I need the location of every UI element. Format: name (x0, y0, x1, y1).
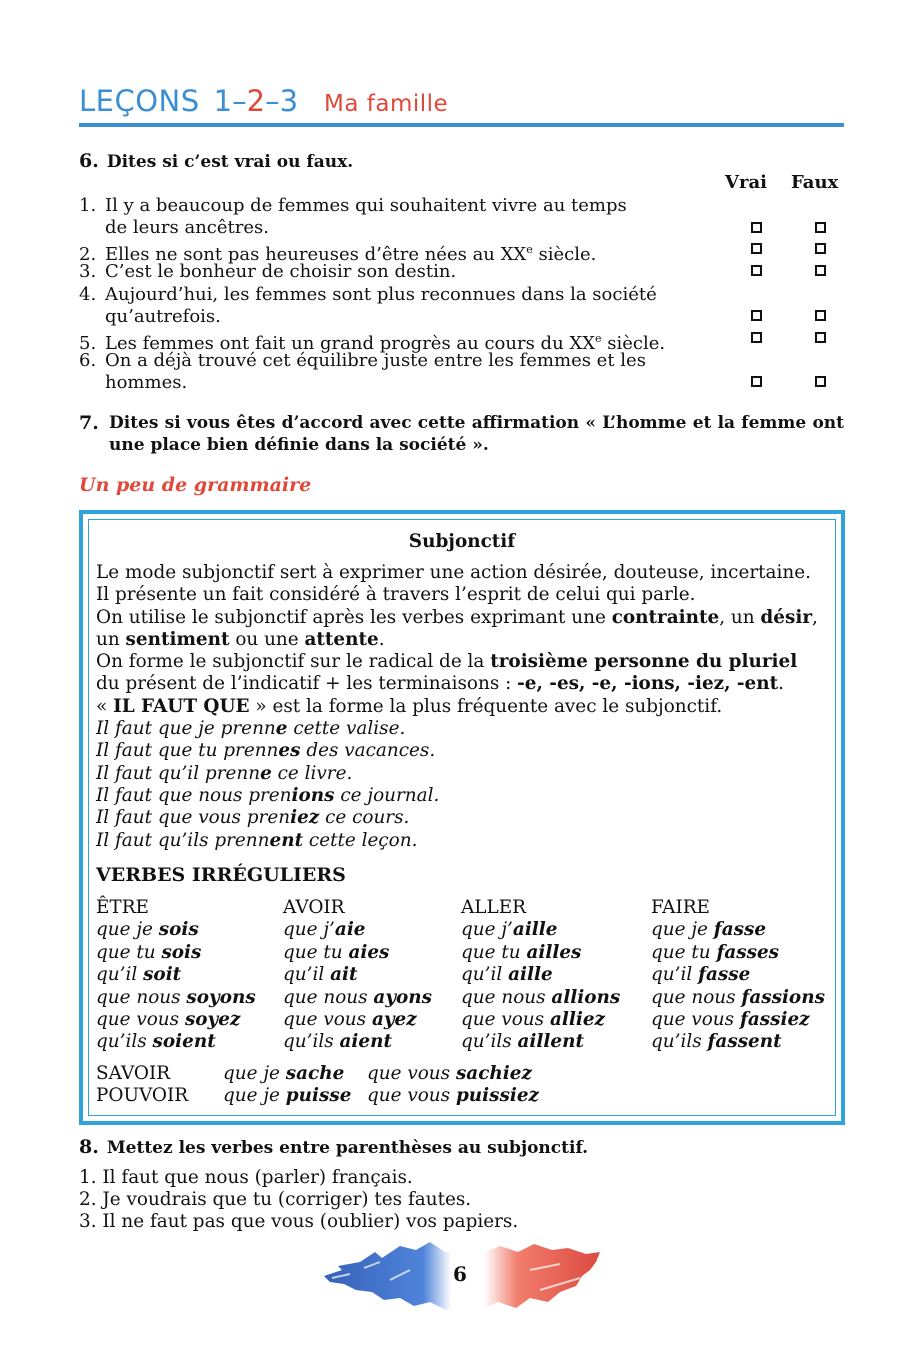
page-header (79, 84, 844, 118)
vrai-checkbox-4[interactable] (751, 310, 762, 321)
header-lecons: LEÇONS (79, 84, 200, 118)
ex8-item-3: 3. Il ne faut pas que vous (oublier) vos papiers. (79, 1211, 519, 1232)
faux-checkbox-6[interactable] (815, 376, 826, 387)
header-subtitle: Ma famille (324, 91, 449, 117)
example-list: Il faut que je prenne cette valise. Il faut que tu prennes des vacances. Il faut qu’il prenne ce livre. Il faut que nous prenions ce journal. Il faut que vous preniez ce cours. Il faut qu’ils prennent cette leçon. (96, 718, 440, 851)
statement-6: 6. On a déjà trouvé cet équilibre juste entre les femmes et les hommes. (79, 350, 646, 393)
statement-3: 3. C’est le bonheur de choisir son destin. (79, 261, 457, 282)
faux-header: Faux (791, 172, 839, 193)
subjonctif-title: Subjonctif (408, 531, 516, 552)
box-paragraph: Le mode subjonctif sert à exprimer une action désirée, douteuse, incertaine. Il présente un fait considéré à travers l’esprit de celui qui parle. On utilise le subjonctif après les verbes exprimant une contrainte, un désir, un sentiment ou une attente. On forme le subjonctif sur le radical de la troisième personne du pluriel du présent de l’indicatif + les terminaisons : -e, -es, -e, -ions, -iez, -ent. « IL FAUT QUE » est la forme la plus fréquente avec le subjonctif. Il faut que je prenne cette valise. Il faut que tu prennes des vacances. Il faut qu’il prenne ce livre. Il faut que nous prenions ce journal. Il faut que vous preniez ce cours. Il faut qu’ils prennent cette leçon. (96, 562, 818, 851)
header-rule (79, 123, 844, 127)
statement-4: 4. Aujourd’hui, les femmes sont plus reconnues dans la société qu’autrefois. (79, 284, 657, 327)
vrai-checkbox-3[interactable] (751, 265, 762, 276)
statement-1: 1. Il y a beaucoup de femmes qui souhaitent vivre au temps de leurs ancêtres. (79, 195, 627, 238)
page-number: 6 (453, 1262, 467, 1286)
vrai-checkbox-2[interactable] (751, 243, 762, 254)
header-lesson-numbers: 1–2–3 (213, 84, 299, 118)
irregular-verbs-title: VERBES IRRÉGULIERS (96, 864, 346, 886)
savoir-je: que je sache (223, 1063, 345, 1084)
vrai-checkbox-1[interactable] (751, 222, 762, 233)
verb-column-aller: ALLER que j’aille que tu ailles qu’il aille que nous allions que vous alliez qu’ils aillent (461, 897, 621, 1053)
faux-checkbox-1[interactable] (815, 222, 826, 233)
faux-checkbox-4[interactable] (815, 310, 826, 321)
statement-5: 5. Les femmes ont fait un grand progrès au cours du XXe siècle. (79, 332, 666, 354)
pouvoir-je: que je puisse (223, 1085, 352, 1106)
statement-2: 2. Elles ne sont pas heureuses d’être nées au XXe siècle. (79, 243, 597, 265)
ex8-item-1: 1. Il faut que nous (parler) français. (79, 1167, 413, 1188)
ex8-title: 8. Mettez les verbes entre parenthèses au subjonctif. (79, 1136, 589, 1158)
verb-column-faire: FAIRE que je fasse que tu fasses qu’il fasse que nous fassions que vous fassiez qu’ils fassent (651, 897, 825, 1053)
vrai-header: Vrai (725, 172, 767, 193)
verb-column-etre: ÊTRE que je sois que tu sois qu’il soit que nous soyons que vous soyez qu’ils soient (96, 897, 256, 1053)
faux-checkbox-5[interactable] (815, 332, 826, 343)
ex7: 7. Dites si vous êtes d’accord avec cette affirmation « L’homme et la femme ont une place bien définie dans la société ». (79, 412, 844, 455)
pouvoir-vous: que vous puissiez (367, 1085, 539, 1106)
savoir-vous: que vous sachiez (367, 1063, 532, 1084)
pouvoir-label: POUVOIR (96, 1085, 189, 1106)
faux-checkbox-2[interactable] (815, 243, 826, 254)
vrai-checkbox-5[interactable] (751, 332, 762, 343)
vrai-checkbox-6[interactable] (751, 376, 762, 387)
faux-checkbox-3[interactable] (815, 265, 826, 276)
ex8-item-2: 2. Je voudrais que tu (corriger) tes fautes. (79, 1189, 472, 1210)
ex6-title: 6. Dites si c’est vrai ou faux. (79, 150, 354, 172)
grammar-section-title: Un peu de grammaire (79, 474, 312, 496)
savoir-label: SAVOIR (96, 1063, 171, 1084)
verb-column-avoir: AVOIR que j’aie que tu aies qu’il ait que nous ayons que vous ayez qu’ils aient (283, 897, 432, 1053)
